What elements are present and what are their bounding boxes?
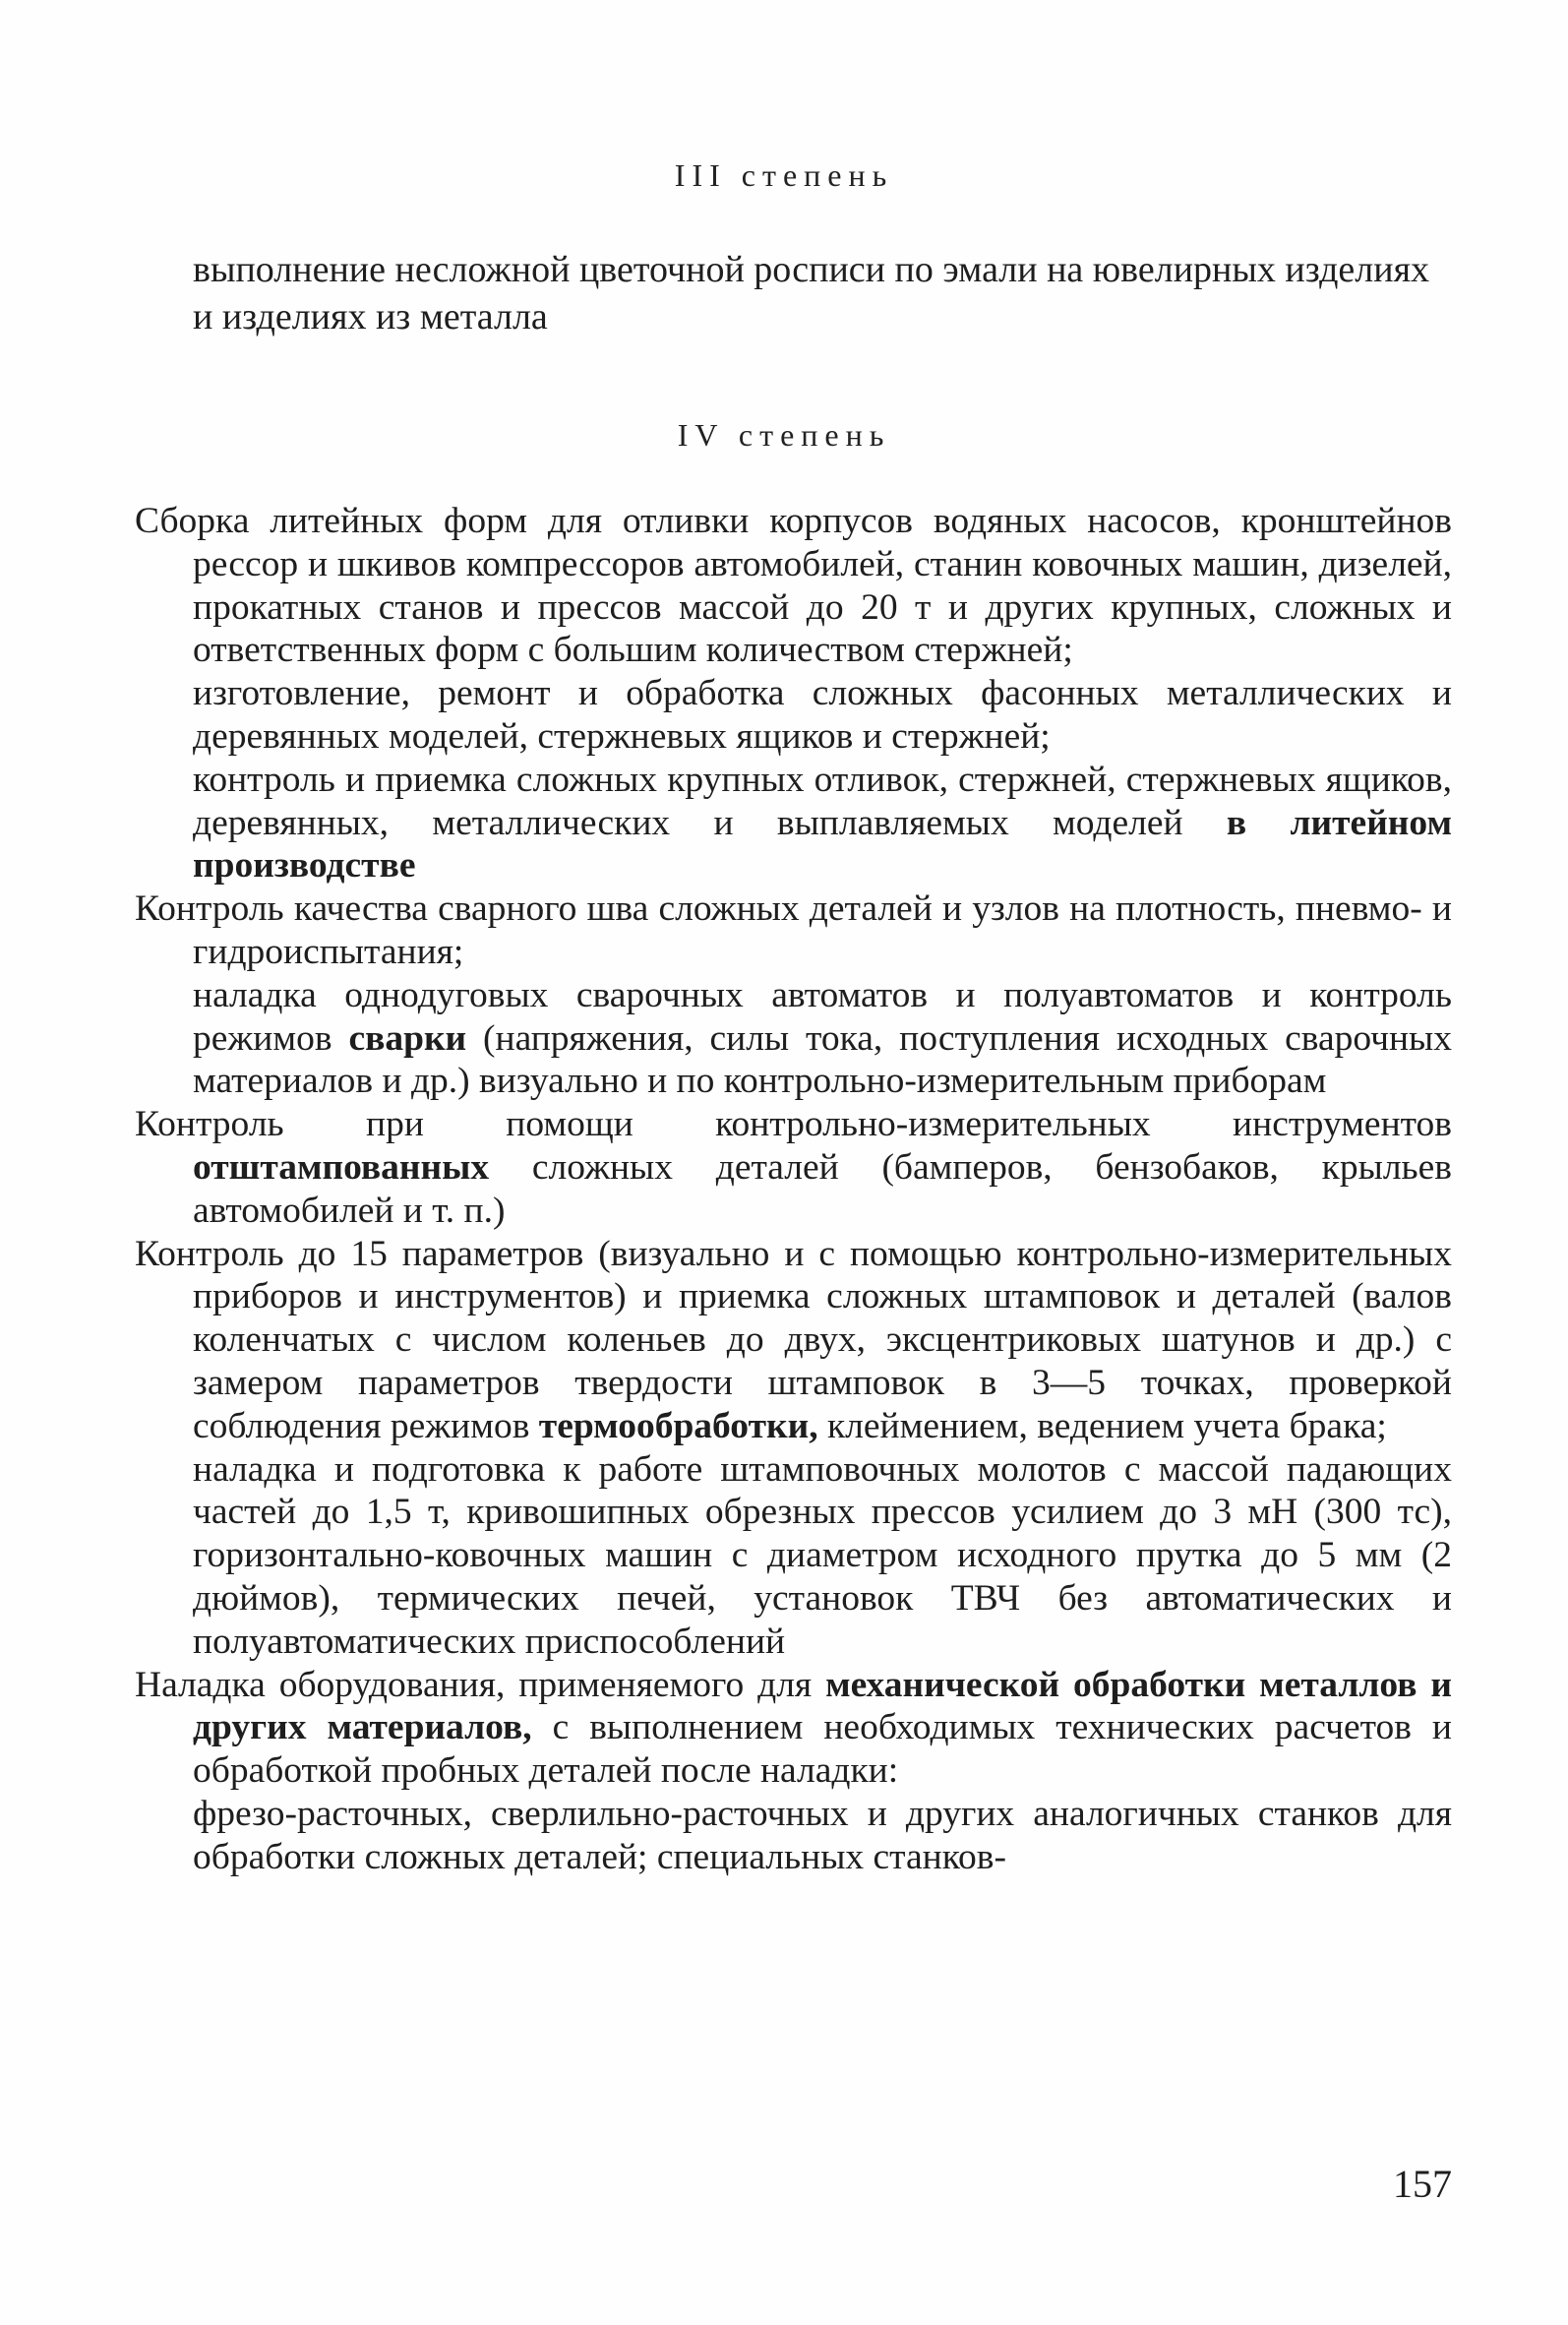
text-run: сложных деталей (бамперов, бензобаков, крыльев автомобилей и т. п.) xyxy=(193,1146,1452,1231)
bold-term: термообработки, xyxy=(538,1405,818,1446)
text-run: (напряжения, силы тока, поступления исходных сварочных материалов и др.) визуально и по контрольно-измерительным приборам xyxy=(193,1017,1452,1102)
list-subitem: наладка и подготовка к работе штамповочных молотов с массой падающих частей до 1,5 т, кривошипных обрезных прессов усилием до 3 мН (300 тс), горизонтально-ковочных машин с диаметром исходного прутка до 5 мм (2 дюймов), термических печей, установок ТВЧ без автоматических и полуавтоматических приспособлений xyxy=(193,1448,1452,1662)
section-heading-iv: IV степень xyxy=(677,417,891,453)
work-description-list xyxy=(135,500,1452,1879)
list-subitem xyxy=(135,974,1452,1103)
intro-paragraph: выполнение несложной цветочной росписи по эмали на ювелирных изделиях и изделиях из металла xyxy=(193,249,1430,337)
list-item: Сборка литейных форм для отливки корпусов водяных насосов, кронштейнов рессор и шкивов компрессоров автомобилей, станин ковочных машин, дизелей, прокатных станов и прессов массой до 20 т и других крупных, сложных и ответственных форм с большим количеством стержней; xyxy=(135,501,1452,671)
list-subitem: изготовление, ремонт и обработка сложных фасонных металлических и деревянных моделей, стержневых ящиков и стержней; xyxy=(193,673,1452,757)
page-number: 157 xyxy=(1393,2162,1452,2206)
bold-term: сварки xyxy=(348,1017,467,1059)
text-run: наладка однодуговых сварочных автоматов и полуавтоматов и контроль режимов xyxy=(193,974,1452,1059)
text-run: контроль и приемка сложных крупных отливок, стержней, стержневых ящиков, деревянных, металлических и выплавляемых моделей xyxy=(193,759,1452,843)
list-item xyxy=(135,1233,1452,1448)
bold-term: в литейном производстве xyxy=(193,802,1452,887)
text-run: Наладка оборудования, применяемого для xyxy=(135,1664,826,1705)
section-heading-iii: III степень xyxy=(674,157,894,193)
list-item xyxy=(135,1103,1452,1232)
text-run: Контроль при помощи контрольно-измерительных инструментов xyxy=(135,1104,1452,1145)
bold-term: отштампованных xyxy=(193,1146,490,1188)
list-subitem: фрезо-расточных, сверлильно-расточных и других аналогичных станков для обработки сложных деталей; специальных станков- xyxy=(193,1793,1452,1877)
text-run: клеймением, ведением учета брака; xyxy=(817,1405,1387,1446)
text-run: Контроль до 15 параметров (визуально и с помощью контрольно-измерительных приборов и инструментов) и приемка сложных штамповок и деталей (валов коленчатых с числом коленьев до двух, эксцентриковых шатунов и др.) с замером параметров твердости штамповок в 3—5 точках, проверкой соблюдения режимов xyxy=(135,1233,1452,1446)
list-item xyxy=(135,1664,1452,1793)
list-item: Контроль качества сварного шва сложных деталей и узлов на плотность, пневмо- и гидроиспытания; xyxy=(135,888,1452,972)
bold-term: механической обработки металлов и других материалов, xyxy=(193,1664,1452,1748)
text-run: с выполнением необходимых технических расчетов и обработкой пробных деталей после наладки: xyxy=(193,1707,1452,1792)
list-subitem xyxy=(135,759,1452,887)
